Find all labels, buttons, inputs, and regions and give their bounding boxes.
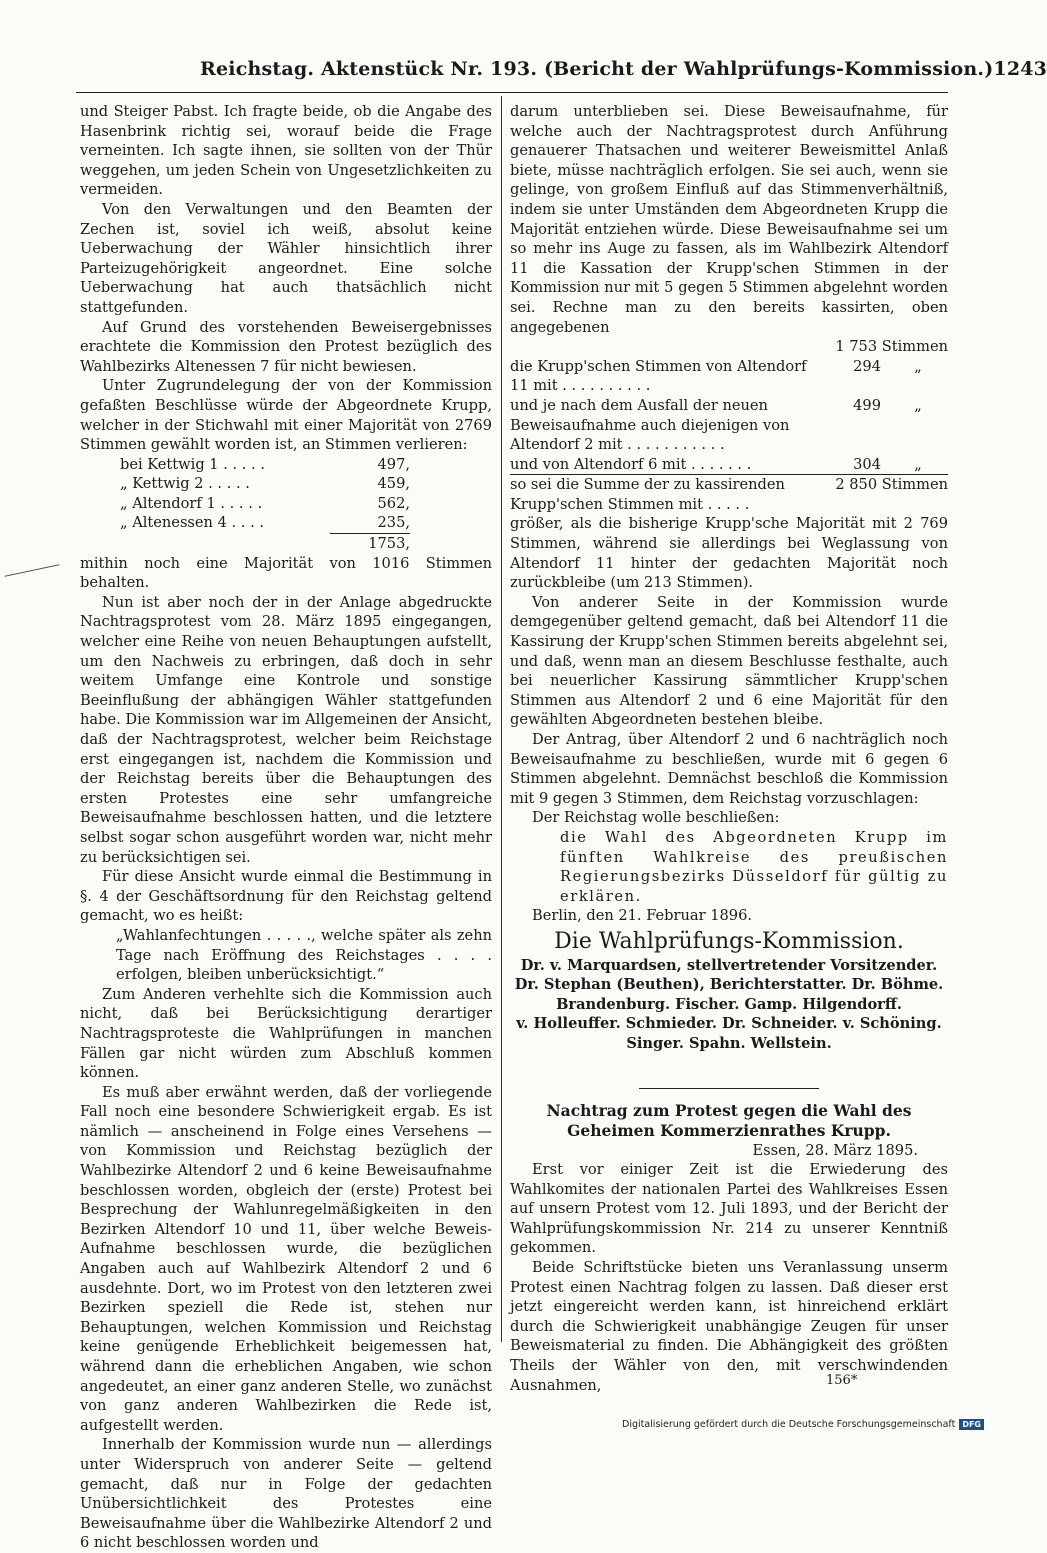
sheet-number: 156* — [826, 1373, 858, 1388]
left-column — [80, 102, 492, 1553]
paragraph: mithin noch eine Majorität von 1016 Stimmen behalten. — [80, 554, 492, 592]
table-row: „ Kettwig 2 . . . . . 459, — [120, 475, 410, 493]
paragraph: Innerhalb der Kommission wurde nun — allerdings unter Widerspruch von anderer Seite — geltend gemacht, daß nur in Folge der gedachten Unübersichtlichkeit des Protestes eine Beweisaufnahme über die Wahlbezirke Altendorf 2 und 6 nicht beschlossen worden und — [80, 1436, 492, 1552]
column-divider — [501, 96, 502, 1342]
paragraph: Erst vor einiger Zeit ist die Erwiederung des Wahlkomites der nationalen Partei des Wahlkreises Essen auf unsern Protest vom 12. Juli 1893, und der Bericht der Wahlprüfungskommission Nr. 214 zu unserer Kenntniß gekommen. — [510, 1161, 948, 1257]
paragraph: Für diese Ansicht wurde einmal die Bestimmung in §. 4 der Geschäftsordnung für den Reichstag geltend gemacht, wo es heißt: — [80, 868, 492, 925]
paragraph: darum unterblieben sei. Diese Beweisaufnahme, für welche auch der Nachtragsprotest durch Anführung genauerer Thatsachen und weiterer Beweismittel Anlaß biete, müsse nachträglich erfolgen. Sie sei auch, wenn sie gelinge, von großem Einfluß auf das Stimmenverhältniß, indem sie unter Umständen dem Abgeordneten Krupp die Majorität entziehen würde. Diese Beweisaufnahme sei um so mehr ins Auge zu fassen, als im Wahlbezirk Altendorf 11 die Kassation der Krupp'schen Stimmen in der Kommission nur mit 5 gegen 5 Stimmen abgelehnt worden sei. Rechne man zu den bereits kassirten, oben angegebenen — [510, 103, 948, 336]
calc-row: die Krupp'schen Stimmen von Altendorf 11 mit . . . . . . . . . . 294 „ — [510, 357, 922, 395]
page-number: 1243 — [993, 58, 1047, 80]
header-rule — [76, 92, 948, 93]
paragraph: Zum Anderen verhehlte sich die Kommission auch nicht, daß bei Berücksichtigung derartiger Nachtragsproteste die Wahlprüfungen in manchen Fällen gar nicht würden zum Abschluß kommen können. — [80, 985, 492, 1082]
commission-title: Die Wahlprüfungs-Kommission. — [554, 928, 904, 954]
paragraph: und Steiger Pabst. Ich fragte beide, ob die Angabe des Hasenbrink richtig sei, worauf beide die Frage verneinten. Ich sagte ihnen, sie sollten von der Thür weggehen, um jeden Schein von Ungesetzlichkeiten zu vermeiden. — [80, 103, 492, 199]
paragraph: Von den Verwaltungen und den Beamten der Zechen ist, soviel ich weiß, absolut keine Ueberwachung der Wähler hinsichtlich ihrer Parteizugehörigkeit angeordnet. Eine solche Ueberwachung hat auch thatsächlich nicht stattgefunden. — [80, 200, 492, 316]
paragraph: Der Reichstag wolle beschließen: — [532, 809, 780, 827]
paragraph: Nun ist aber noch der in der Anlage abgedruckte Nachtragsprotest vom 28. März 1895 eingegangen, welcher eine Reihe von neuen Behauptungen aufstellt, um den Nachweis zu erbringen, daß doch in sehr weitem Umfange eine Kontrole und sonstige Beeinflußung der abhängigen Wähler stattgefunden habe. Die Kommission war im Allgemeinen der Ansicht, daß der Nachtragsprotest, welcher beim Reichstage erst eingegangen ist, nachdem die Kommission und der Reichstag bereits über die Behauptungen des ersten Protestes eine sehr umfangreiche Beweisaufnahme beschlossen hatten, und die letztere selbst sogar schon ausgeführt worden war, nicht mehr zu berücksichtigen sei. — [80, 593, 492, 866]
nachtrag-date: Essen, 28. März 1895. — [752, 1141, 918, 1159]
resolution-text: die Wahl des Abgeordneten Krupp im fünften Wahlkreise des preußischen Regierungsbezirks Düsseldorf für gültig zu erklären. — [560, 828, 948, 905]
dfg-logo-icon: DFG — [959, 1419, 984, 1430]
paragraph: größer, als die bisherige Krupp'sche Majorität mit 2 769 Stimmen, während sie allerdings bei Weglassung von Altendorf 11 hinter der gedachten Majorität noch zurückbleibe (um 213 Stimmen). — [510, 515, 948, 592]
signatories-line: v. Holleuffer. Schmieder. Dr. Schneider. v. Schöning. — [516, 1015, 942, 1033]
paragraph: Beide Schriftstücke bieten uns Veranlassung unserm Protest einen Nachtrag folgen zu lassen. Daß dieser erst jetzt eingereicht werden kann, ist hinreichend erklärt durch die Schwierigkeit unabhängige Zeugen für unser Beweismaterial zu finden. Die Abhängigkeit des größten Theils der Wähler von den, mit verschwindenden Ausnahmen, — [510, 1259, 948, 1394]
paragraph: Unter Zugrundelegung der von der Kommission gefaßten Beschlüsse würde der Abgeordnete Krupp, welcher in der Stichwahl mit einer Majorität von 2769 Stimmen gewählt worden ist, an Stimmen verlieren: — [80, 377, 492, 454]
table-row: „ Altenessen 4 . . . . 235, — [120, 514, 410, 532]
calc-first-line: 1 753 Stimmen — [835, 338, 948, 356]
calc-sum-row: so sei die Summe der zu kassirenden Krupp'schen Stimmen mit . . . . . 2 850 Stimmen — [510, 476, 948, 513]
table-row: bei Kettwig 1 . . . . . 497, — [120, 455, 410, 473]
calc-row: und von Altendorf 6 mit . . . . . . . 304 „ — [510, 455, 948, 476]
paragraph: Von anderer Seite in der Kommission wurde demgegenüber geltend gemacht, daß bei Altendorf 11 die Kassirung der Krupp'schen Stimmen bereits abgelehnt sei, und daß, wenn man an diesem Beschlusse festhalte, auch bei neuerlicher Kassirung sämmtlicher Krupp'schen Stimmen aus Altendorf 2 und 6 eine Majorität für den gewählten Abgeordneten bestehen bleibe. — [510, 593, 948, 729]
table-sum: 1753, — [330, 533, 410, 554]
paragraph: Auf Grund des vorstehenden Beweisergebnisses erachtete die Kommission den Protest bezüglich des Wahlbezirks Altenessen 7 für nicht bewiesen. — [80, 318, 492, 375]
margin-pencil-mark — [5, 564, 60, 577]
date-line: Berlin, den 21. Februar 1896. — [532, 907, 752, 925]
page-header — [200, 58, 1047, 86]
paragraph: Der Antrag, über Altendorf 2 und 6 nachträglich noch Beweisaufnahme zu beschließen, wurde mit 6 gegen 6 Stimmen abgelehnt. Demnächst beschloß die Kommission mit 9 gegen 3 Stimmen, dem Reichstag vorzuschlagen: — [510, 731, 948, 807]
signatories-line: Dr. Stephan (Beuthen), Berichterstatter. Dr. Böhme. — [514, 976, 944, 994]
quotation: „Wahlanfechtungen . . . . ., welche später als zehn Tage nach Eröffnung des Reichstages . . . . erfolgen, bleiben unberücksichtigt.“ — [116, 926, 492, 984]
running-title: Reichstag. Aktenstück Nr. 193. (Bericht der Wahlprüfungs-Kommission.) — [200, 58, 994, 80]
digitization-credit — [622, 1419, 984, 1430]
signatories-line: Dr. v. Marquardsen, stellvertretender Vorsitzender. — [520, 956, 938, 974]
paragraph: Es muß aber erwähnt werden, daß der vorliegende Fall noch eine besondere Schwierigkeit ergab. Es ist nämlich — anscheinend in Folge eines Versehens — von Kommission und Reichstag bezüglich der Wahlbezirke Altendorf 2 und 6 keine Beweisaufnahme beschlossen worden, obgleich der (erste) Protest bei Besprechung der Wahlunregelmäßigkeiten in den Bezirken Altendorf 10 und 11, über welche Beweis-Aufnahme beschlossen wurde, die bezüglichen Angaben auch auf Wahlbezirk Altendorf 2 und 6 ausdehnte. Dort, wo im Protest von den letzteren zwei Bezirken speziell die Rede ist, stehen nur Behauptungen, welchen Kommission und Reichstag keine genügende Erheblichkeit beigemessen hat, während dann die erheblichen Angaben, wie schon angedeutet, an einer ganz anderen Stelle, wo zunächst von ganz anderen Wahlbezirken die Rede ist, aufgestellt werden. — [80, 1083, 492, 1434]
vote-loss-table — [120, 455, 410, 554]
section-separator — [639, 1088, 819, 1089]
signatories-line: Singer. Spahn. Wellstein. — [626, 1034, 832, 1052]
right-column — [510, 102, 948, 1395]
calc-row: und je nach dem Ausfall der neuen Beweisaufnahme auch diejenigen von Altendorf 2 mit . . . . . . . . . . . 499 „ — [510, 396, 922, 454]
table-row: „ Altendorf 1 . . . . . 562, — [120, 494, 410, 512]
signatories-line: Brandenburg. Fischer. Gamp. Hilgendorff. — [556, 995, 902, 1013]
nachtrag-title: Nachtrag zum Protest gegen die Wahl des Geheimen Kommerzienrathes Krupp. — [546, 1100, 912, 1140]
digitization-note: Digitalisierung gefördert durch die Deutsche Forschungsgemeinschaft — [622, 1419, 956, 1430]
